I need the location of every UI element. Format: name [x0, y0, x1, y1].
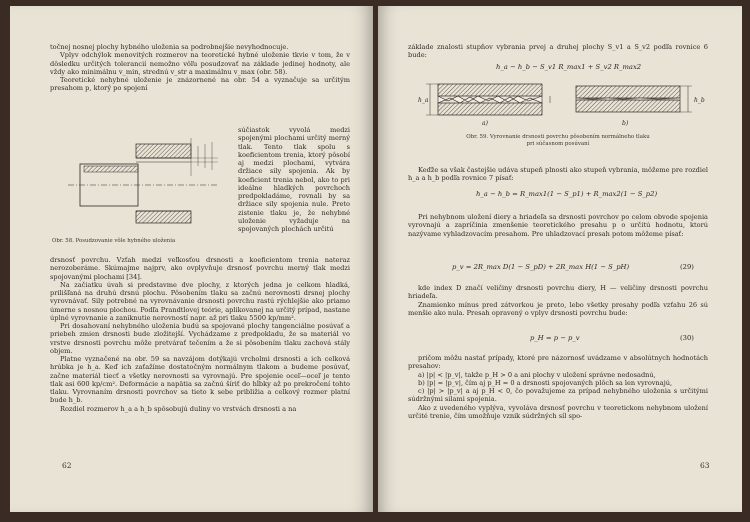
paragraph: Ako z uvedeného vyplýva, vyvoláva drsnosť povrchu v teoretickom nehybnom uložení určité trenie, čím umožňuje vznik súdržných síl spo- — [408, 403, 708, 420]
right-para-2 — [408, 213, 708, 238]
left-wrap-text — [238, 126, 350, 233]
label-a: a) — [482, 120, 488, 127]
paragraph: točnej nosnej plochy hybného uloženia sa podrobnejšie nevyhodnocuje. — [50, 43, 289, 51]
paragraph: súčiastok vyvolá medzi spojenými plochami určitý merný tlak. Tento tlak spolu s koeficientom trenia, ktorý pôsobí aj medzi plochami, vytvára držiace sily spojenia. Ak by koeficient trenia nebol, ako to pri ideálne hladkých povrchoch predpokladáme, rovnali by sa držiace sily spojenia nule. Preto zistenie tlaku je, že nehybné uloženie vyžaduje na spojovaných plochách určitú — [238, 126, 350, 233]
formula-d: p_H = p − p_v — [530, 334, 580, 342]
right-para-1 — [408, 166, 708, 183]
right-para-3-4 — [408, 284, 708, 317]
paragraph: Keďže sa však častejšie udáva stupeň plnosti ako stupeň vybrania, môžeme pre rozdiel h_a a h_b podľa rovnice 7 písať: — [408, 166, 708, 183]
page-number: 62 — [62, 461, 72, 470]
paragraph: Pri dosahovaní nehybného uloženia budú sa spojované plochy tangenciálne posúvať a priebeh zmien drsnosti bude zložitejší. Vychádzame z predpokladu, že sa materiál vo vrstve drsnosti povrchu môže pretvárať tečením a že si pôsobením tlaku zachová stály objem. — [50, 322, 350, 355]
list-item: c) |p| > |p_v| a aj p_H < 0, čo považujeme za prípad nehybného uloženia s určitými súdržnými silami spojenia. — [408, 387, 708, 404]
paragraph: Teoretické nehybné uloženie je znázornené na obr. 54 a vyznačuje sa určitým presahom p, ktorý po spojení — [50, 76, 350, 93]
list-item: a) |p| < |p_v|, takže p_H > 0 a ani plochy v uložení správne nedosadnú, — [418, 370, 656, 379]
paragraph: Rozdiel rozmerov h_a a h_b spôsobujú duliny vo vrstvách drsnosti a na — [60, 404, 297, 413]
paragraph: Na začiatku úvah si predstavme dve plochy, z ktorých jedna je celkom hladká, prilišľaná na druhú drsnú plochu. Pôsobením tlaku sa začnú nerovnosti drsnej plochy vyrovnávať. Sily potrebné na vyrovnávanie drsnosti povrchu rastú rýchlejšie ako priamo úmerne s nosnou plochou. Podľa Prandtlovej teórie, aplikovanej na určitý prípad, nastane úplné vyrovnanie a zaniknutie nerovností napr. až pri tlaku 5500 kp/mm². — [50, 280, 350, 322]
equation-number-30: (30) — [680, 334, 694, 342]
figure-59-caption — [408, 134, 708, 147]
equation-number-29: (29) — [680, 263, 694, 271]
caption-line: pri súčasnom posúvaní — [526, 140, 590, 147]
page-number: 63 — [700, 461, 710, 470]
paragraph: Pri nehybnom uložení diery a hriadeľa sa drsnosti povrchov po celom obvode spojenia vyrovnajú a zapríčinia zmenšenie teoretického presahu p o určitú hodnotu, ktorú nazývame vyhladzovacím presahom. Pre uhladzovací presah potom môžeme písať: — [408, 213, 708, 238]
figure-58-drawing — [68, 136, 228, 234]
formula-a: h_a − h_b − S_v1 R_max1 + S_v2 R_max2 — [496, 63, 642, 71]
figure-58-caption: Obr. 58. Posudzovanie vôle hybného uloženia — [52, 238, 176, 244]
paragraph: Platne vyznačené na obr. 59 sa navzájom dotýkajú vrcholmi drsnosti a ich celková hrúbka je h_a. Keď ich zaťažíme dostatočným normálnym tlakom a budeme posúvať, začne materiál tiecť a všetky nerovnosti sa vyrovnajú. Pre spojenie oceľ—oceľ je tento tlak asi 600 kp/cm². Deformácie a napätia sa začnú šíriť do hĺbky až po prekročení tohto tlaku. Vyrovnaním drsnosti povrchov sa tieto k sebe približia a celkový rozmer platní bude h_b. — [50, 355, 350, 405]
paragraph: drsnosť povrchu. Vzťah medzi veľkosťou drsnosti a koeficientom trenia nateraz nerozoberáme. Skúmajme najprv, ako ovplyvňuje drsnosť povrchu merný tlak medzi spojovanými plochami [34]. — [50, 256, 350, 281]
figure-59-drawing — [418, 76, 708, 128]
paragraph: Vplyv odchýlok menovitých rozmerov na teoretické hybné uloženie tkvie v tom, že v dôsledku určitých tolerancií nemožno vôľu posudzovať na základe jedinej hodnoty, ale vždy ako minimálnu v_min, strednú v_str a maximálnu v_max (obr. 58). — [50, 51, 350, 76]
label-b: b) — [622, 120, 629, 127]
paragraph: Znamienko mínus pred zátvorkou je preto, lebo všetky presahy podľa vzťahu 26 sú menšie ako nula. Presah opravený o vplyv drsnosti povrchu bude: — [408, 300, 708, 317]
left-bottom-text — [50, 256, 350, 413]
caption-line: Obr. 59. Vyrovnanie drsnosti povrchu pôsobením normálneho tlaku — [466, 134, 650, 140]
formula-c: p_v = 2R_max D(1 − S_pD) + 2R_max H(1 − S_pH) — [452, 263, 630, 271]
left-page — [10, 6, 373, 512]
label-ha: h_a — [418, 97, 429, 104]
right-page — [378, 6, 742, 512]
right-intro: základe znalosti stupňov vybrania prvej a druhej plochy S_v1 a S_v2 podľa rovnice 6 bude: — [408, 43, 708, 60]
formula-b: h_a − h_b = R_max1(1 − S_p1) + R_max2(1 − S_p2) — [476, 190, 658, 198]
label-hb: h_b — [694, 97, 705, 104]
paragraph: pričom môžu nastať prípady, ktoré pre názornosť uvádzame v absolútnych hodnotách presahov: — [408, 354, 708, 371]
left-top-text — [50, 43, 350, 93]
right-bottom-text — [408, 354, 708, 420]
paragraph: kde index D značí veličiny drsnosti povrchu diery, H — veličiny drsnosti povrchu hriadeľa. — [408, 284, 708, 301]
list-item: b) |p| = |p_v|, čím aj p_H = 0 a drsnosti spojovaných plôch sa len vyrovnajú, — [418, 378, 673, 387]
